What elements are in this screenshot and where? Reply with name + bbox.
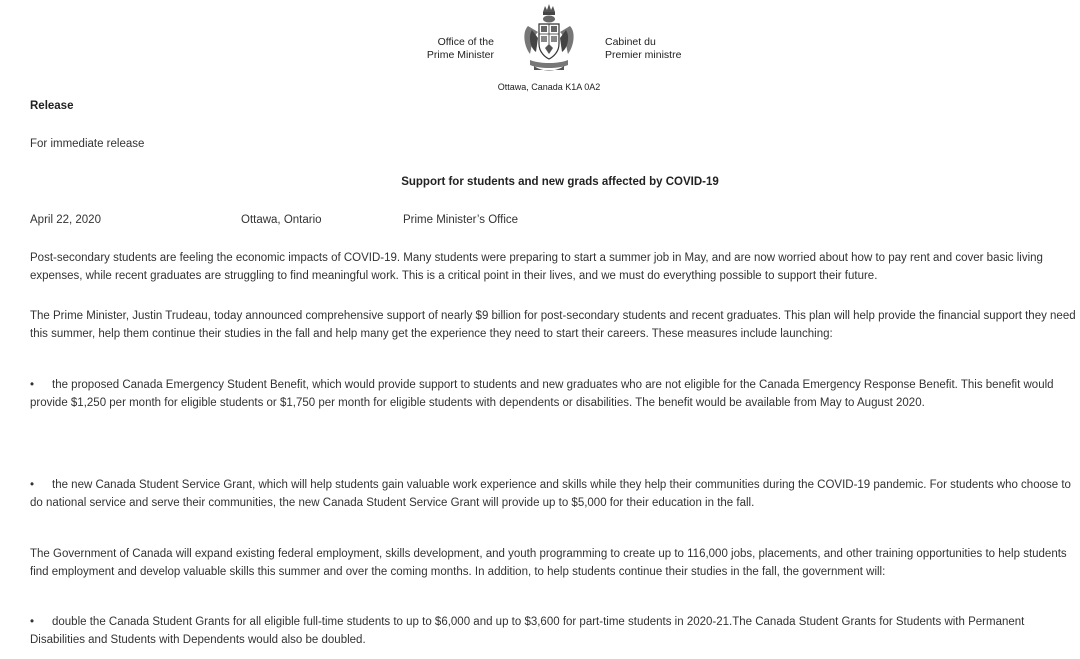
bullet-icon: • bbox=[30, 479, 35, 491]
release-headline: Support for students and new grads affected by COVID-19 bbox=[401, 176, 719, 188]
paragraph-1: Post-secondary students are feeling the economic impacts of COVID-19. Many students were preparing to start a summer job in May, and are now worried about how to pay rent and cover basic living expenses, while recent graduates are struggling to find meaningful work. This is a critical point in their lives, and we must do everything possible to support their future. bbox=[30, 252, 1043, 282]
bullet-item-3-text: double the Canada Student Grants for all eligible full-time students to up to $6,000 and up to $3,600 for part-time students in 2020-21.The Canada Student Grants for Students with Permanent Disabilities and Students with Dependents would also be doubled. bbox=[30, 616, 1025, 646]
bullet-icon: • bbox=[30, 616, 35, 628]
coat-of-arms-icon bbox=[520, 2, 578, 74]
release-label: Release bbox=[30, 100, 74, 112]
letterhead bbox=[0, 0, 1080, 98]
paragraph-3: The Government of Canada will expand existing federal employment, skills development, and youth programming to create up to 116,000 jobs, placements, and other training opportunities to help students find employment and develop valuable skills this summer and over the coming months. In addition, to help students continue their studies in the fall, the government will: bbox=[30, 548, 1067, 578]
release-place: Ottawa, Ontario bbox=[241, 214, 322, 226]
office-en-line2: Prime Minister bbox=[426, 48, 494, 61]
immediate-release-note: For immediate release bbox=[30, 138, 145, 150]
paragraph-2: The Prime Minister, Justin Trudeau, today announced comprehensive support of nearly $9 billion for post-secondary students and recent graduates. This plan will help provide the financial support they need this summer, help them continue their studies in the fall and help many get the experience they need to start their careers. These measures include launching: bbox=[30, 310, 1076, 340]
office-address: Ottawa, Canada K1A 0A2 bbox=[497, 82, 601, 92]
bullet-item-2 bbox=[30, 476, 1080, 512]
office-fr-line2: Premier ministre bbox=[605, 48, 682, 61]
office-name-english bbox=[394, 36, 494, 61]
release-date: April 22, 2020 bbox=[30, 214, 101, 226]
release-source: Prime Minister’s Office bbox=[403, 214, 519, 226]
bullet-item-1-text: the proposed Canada Emergency Student Benefit, which would provide support to students and new graduates who are not eligible for the Canada Emergency Response Benefit. This benefit would provide $1,250 per month for eligible students or $1,750 per month for eligible students with dependents or disabilities. The benefit would be available from May to August 2020. bbox=[30, 379, 1054, 409]
bullet-item-3 bbox=[30, 613, 1080, 649]
office-name-french bbox=[605, 36, 725, 61]
office-fr-line1: Cabinet du bbox=[605, 36, 656, 48]
bullet-item-2-text: the new Canada Student Service Grant, which will help students gain valuable work experience and skills while they help their communities during the COVID-19 pandemic. For students who choose to do national service and serve their communities, the new Canada Student Service Grant will provide up to $5,000 for their education in the fall. bbox=[30, 479, 1071, 509]
bullet-icon: • bbox=[30, 379, 35, 391]
bullet-item-1 bbox=[30, 376, 1080, 412]
office-en-line1: Office of the bbox=[437, 36, 494, 48]
